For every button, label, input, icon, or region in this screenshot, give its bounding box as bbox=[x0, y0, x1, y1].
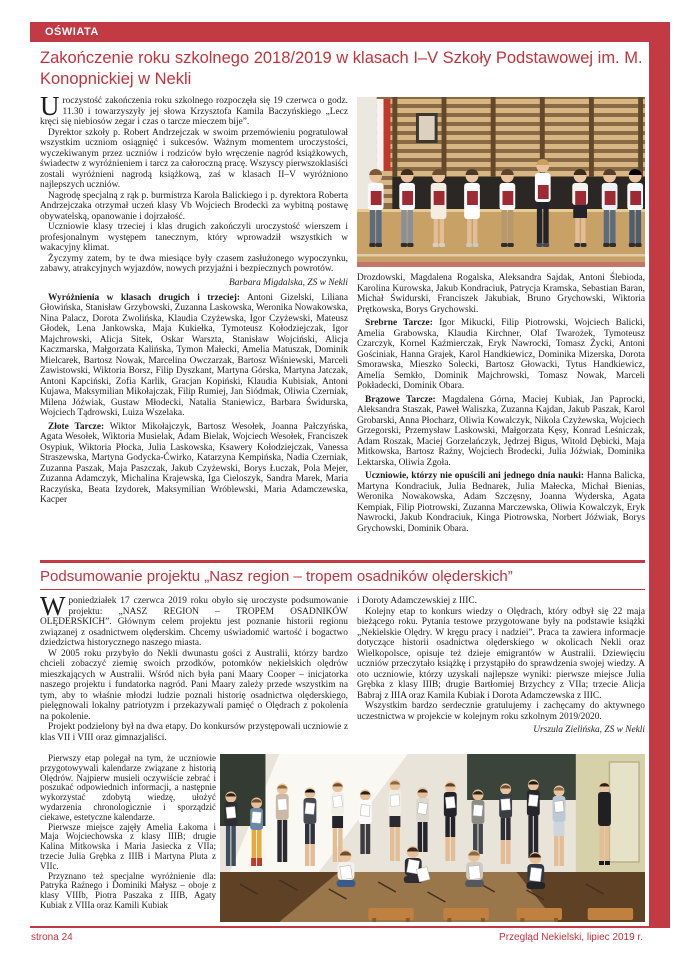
brazowe-tarcze-label: Brązowe Tarcze: bbox=[365, 394, 436, 405]
gym-floor bbox=[357, 209, 645, 267]
article1-paragraph-1 bbox=[40, 96, 348, 128]
parquet-floor bbox=[220, 872, 645, 922]
srebrne-tarcze-label: Srebrne Tarcze: bbox=[365, 318, 433, 328]
page-number: strona 24 bbox=[31, 932, 73, 943]
poland-flag bbox=[377, 99, 391, 171]
page-content bbox=[40, 44, 645, 924]
article2-bottom-section bbox=[40, 754, 645, 924]
article2-left-column bbox=[40, 596, 348, 752]
article2-paragraph-4: Pierwszy etap polegał na tym, że uczniowie przygotowywali kalendarze związane z historią Olędrów. Najpierw musieli oczywiście zebrać i poszukać odpowiednich informacji, a następnie wykorzystać zdobytą wiedzę, ułożyć wydarzenia chronologicznie i sporządzić ciekawe, estetyczne kalendarze. bbox=[40, 754, 216, 822]
article1-paragraph-5: Życzymy zatem, by te dwa miesiące były czasem zasłużonego wypoczynku, zabawy, atrakcyjnych wyjazdów, nowych przyjaźni i bezpiecznych powrotów. bbox=[40, 253, 348, 274]
article2-title: Podsumowanie projektu „Nasz region – tropem osadników olęderskich” bbox=[40, 567, 513, 585]
article1-title: Zakończenie roku szkolnego 2018/2019 w klasach I–V Szkoły Podstawowej im. M. Konopnickiej w Nekli bbox=[40, 49, 643, 88]
article2-right-paragraph-2: Kolejny etap to konkurs wiedzy o Olędrach, który odbył się 22 maja bieżącego roku. Pytania testowe przygotowane były na podstawie książki „Nekielskie Olędry. W kręgu pracy i nadziei”. Praca ta zawiera informacje dotyczące historii osadnictwa olęderskiego w okolicach Nekli oraz Wielkopolsce, opisuje też dzieje emigrantów w Australii. Dziewięciu uczniów przeczytało książkę i przystąpiło do sprawdzenia swojej wiedzy. A oto uczniowie, którzy uzyskali najlepsze wyniki: pierwsze miejsce Julia Grębka z klasy IIIB; drugie Bartłomiej Brzychcy z VIIa; trzecie Alicja Babraj z IIIA oraz Kamila Kubiak i Dorota Adamczewska z IIIC. bbox=[357, 606, 645, 701]
article2-narrow-column bbox=[40, 754, 216, 924]
article2-paragraph-1 bbox=[40, 596, 348, 649]
article2-paragraph-3: Projekt podzielony był na dwa etapy. Do konkursów przystępowali uczniowie z klas VII i VIII oraz gimnazjaliści. bbox=[40, 722, 348, 743]
article2-paragraph-1-text: poniedziałek 17 czerwca 2019 roku obyło się uroczyste podsumowanie projektu: „NASZ REGION – TROPEM OSADNIKÓW OLĘDERSKICH”. Głównym celem projektu jest poznanie historii regionu związanej z osadnictwem olęderskim. Chcemy uświadomić wartość i bogactwo dziedzictwa historycznego naszego miasta. bbox=[40, 596, 348, 648]
article1-paragraph-3: Nagrodę specjalną z rąk p. burmistrza Karola Balickiego i p. dyrektora Roberta Andrzejczaka otrzymał uczeń klasy Vb Wojciech Brodecki za wybitną postawę obywatelską, opanowanie i dojrzałość. bbox=[40, 190, 348, 222]
zlote-tarcze-names-right: Drozdowski, Magdalena Rogalska, Aleksandra Sajdak, Antoni Ślebioda, Karolina Kurowska, Jakub Kondraciuk, Patrycja Kramska, Sebastian Baran, Michał Świdurski, Franciszek Jakubiak, Bruno Grychowski, Wiktoria Prętkowska, Borys Grychowski. bbox=[357, 273, 645, 315]
article2-right-paragraph-3: Wszystkim bardzo serdecznie gratulujemy i zachęcamy do aktywnego uczestnictwa w projekcie w kolejnym roku szkolnym 2019/2020. bbox=[357, 701, 645, 722]
zlote-tarcze-label: Złote Tarcze: bbox=[48, 421, 105, 432]
article1-byline: Barbara Migdalska, ZS w Nekli bbox=[228, 277, 348, 288]
zlote-tarcze-list-left bbox=[40, 422, 348, 506]
article2-right-paragraph-1: i Doroty Adamczewskiej z IIIC. bbox=[357, 596, 478, 606]
brazowe-tarcze-list bbox=[357, 395, 645, 469]
article2-paragraph-5: Pierwsze miejsce zajęły Amelia Łakoma i Maja Wojciechowska z klasy IIIB; drugie Kalina Mitkowska i Maria Jasiecka z VIIa; trzecie Julia Grębka z IIIB i Martyna Pluta z VIIc. bbox=[40, 821, 216, 871]
article2-right-column bbox=[357, 596, 645, 752]
classroom-door bbox=[609, 762, 639, 862]
article2-columns bbox=[40, 596, 645, 752]
wyroznienia-list bbox=[40, 293, 348, 419]
frekwencja-list bbox=[357, 471, 645, 534]
article2-paragraph-6: Przyznano też specjalne wyróżnienie dla: Patryka Raźnego i Dominiki Małysz – oboje z klasy VIIIb, Piotra Paszaka z IIIB, Agaty Kubiak z VIIIa oraz Kamili Kubiak bbox=[40, 870, 216, 910]
article2-paragraph-2: W 2005 roku przybyło do Nekli dwunastu gości z Australii, którzy bardzo chcieli zobaczyć ziemię swoich przodków, potomków nekielskich olędrów mieszkających w Australii. Wśród nich była pani Maary Cooper – inicjatorka naszego projektu i fundatorka nagród. Pani Maary zależy przede wszystkim na tym, aby to właśnie młodzi ludzie poznali historię osadnictwa olęderskiego, pielęgnowali lokalny patriotyzm i przekazywali pamięć o Olędrach z pokolenia na pokolenie. bbox=[40, 648, 348, 722]
srebrne-tarcze-list bbox=[357, 318, 645, 392]
article1-paragraph-4: Uczniowie klasy trzeciej i klas drugich zakończyli uroczystość wierszem i profesjonalnym występem tanecznym, który wprowadził wszystkich w wakacyjny klimat. bbox=[40, 222, 348, 253]
article2-dropcap: W bbox=[40, 596, 66, 621]
brazowe-tarcze-names: Magdalena Górna, Maciej Kubiak, Jan Paprocki, Aleksandra Staszak, Paweł Waliszka, Zuzanna Kajdan, Jakub Paszak, Karol Grobarski, Anna Płocharz, Oliwia Kowalczyk, Nikola Czyżewska, Wojciech Grzegorski, Przemysław Laskowski, Małgorzata Kęsy, Konrad Leśniczak, Adam Roszak, Maciej Gorzelańczyk, Jędrzej Bigus, Witold Dębicki, Maja Mitkowska, Bartosz Raźny, Wojciech Brodecki, Julia Jóźwiak, Dominika Lektarska, Oliwia Zgoła. bbox=[357, 394, 645, 468]
portrait-frame bbox=[416, 113, 438, 143]
right-accent-bar bbox=[649, 22, 670, 926]
article2-byline: Urszula Zielińska, ZS w Nekli bbox=[533, 725, 645, 735]
article2-title-underline bbox=[40, 589, 645, 591]
publication-footer: Przegląd Nekielski, lipiec 2019 r. bbox=[499, 932, 643, 943]
article1-paragraph-2: Dyrektor szkoły p. Robert Andrzejczak w swoim przemówieniu pogratulował wszystkim uczniom osiągnięć i sukcesów. Ważnym momentem uroczystości, wyczekiwanym przez uczniów i rodziców było wręczenie nagród książkowych, świadectw z wyróżnieniem i tarcz za całoroczną pracę. Wszyscy pierwszoklasiści zostali wyróżnieni nagrodą książkową, zaś w klasach II–V wyróżniono najlepszych uczniów. bbox=[40, 127, 348, 190]
section-banner bbox=[30, 22, 670, 42]
srebrne-tarcze-names: Igor Mikucki, Filip Piotrowski, Wojciech Balicki, Amelia Grabowska, Klaudia Kirchner, Olaf Twarożek, Tymoteusz Czarczyk, Kornel Kaźmierczak, Eryk Nawrocki, Tomasz Życki, Antoni Gościniak, Hanna Grajek, Karol Handkiewicz, Dominika Mizerska, Dorota Smorawska, Mieszko Solecki, Bartosz Głowacki, Tytus Handkiewicz, Amelia Semkło, Dominik Majchrowski, Tomasz Nowak, Marceli Pokładecki, Dominik Obara. bbox=[357, 318, 645, 391]
section-label: OŚWIATA bbox=[45, 26, 99, 38]
footer-rule bbox=[30, 926, 670, 928]
frekwencja-names: Hanna Balicka, Martyna Kondraciuk, Julia Bednarek, Julia Małecka, Michał Bienias, Weronika Nowakowska, Adam Szczęsny, Joanna Wyderska, Agata Kempiak, Filip Piotrowski, Zuzanna Marczewska, Oliwia Kowalczyk, Eryk Nawrocki, Jakub Kondraciuk, Kinga Piotrowska, Norbert Jóźwiak, Borys Grychowski, Dominik Obara. bbox=[357, 471, 645, 534]
frekwencja-label: Uczniowie, którzy nie opuścili ani jednego dnia nauki: bbox=[365, 471, 585, 481]
article1-right-column bbox=[357, 96, 645, 558]
article1-columns bbox=[40, 96, 645, 558]
wyroznienia-label: Wyróżnienia w klasach drugich i trzeciej: bbox=[48, 292, 241, 303]
article1-photo-gym-ceremony bbox=[357, 97, 645, 267]
article1-left-column bbox=[40, 96, 348, 558]
section-divider-rule bbox=[40, 560, 645, 563]
article1-dropcap: U bbox=[40, 96, 60, 121]
article2-photo-classroom-group bbox=[220, 754, 645, 922]
article1-paragraph-1-text: roczystość zakończenia roku szkolnego rozpoczęła się 19 czerwca o godz. 11.30 i towarzyszyły jej słowa Krzysztofa Kamila Baczyńskiego „Lecz kręci się niebiosów zegar i czas o tarcze mieczem bije”. bbox=[40, 96, 348, 127]
wyroznienia-names: Antoni Gizelski, Liliana Głowińska, Stanisław Grzybowski, Zuzanna Laskowska, Weronika Nowakowska, Nina Palacz, Dorota Zwolińska, Klaudia Czyżewska, Igor Czyżewski, Mateusz Głodek, Lena Jankowska, Maja Kukiełka, Tymoteusz Kołodziejczak, Igor Majchrowski, Alicja Sitek, Oskar Warszta, Stanisław Wojciński, Alicja Kaczmarska, Małgorzata Kalińska, Tymon Małecki, Amelia Matuszak, Dominik Mielcarek, Bartosz Nowak, Marcelina Owczarzak, Bartosz Wiśniewski, Marceli Zawistowski, Wiktoria Borsz, Filip Dyszkant, Martyna Górska, Martyna Jatczak, Antoni Kapciński, Zofia Karlik, Gracjan Kopiński, Klaudia Kubisiak, Antoni Kujawa, Maksymilian Mikołajczak, Filip Rumiej, Jan Siódmak, Oliwia Czerniak, Milena Jóźwiak, Gustaw Młodecki, Natalia Staniewicz, Barbara Świdurska, Wojciech Tądrowski, Luiza Wszelaka. bbox=[40, 292, 348, 418]
zlote-tarcze-names-left: Wiktor Mikołajczyk, Bartosz Wesołek, Joanna Pałczyńska, Agata Wesołek, Wiktoria Musielak, Adam Bielak, Wojciech Wesołek, Franciszek Osypiuk, Wiktoria Płocka, Julia Laskowska, Ksawery Kołodziejczak, Vanessa Straszewska, Martyna Godycka-Ćwirko, Katarzyna Kempińska, Nadia Czerniak, Zuzanna Paszak, Maja Paszczak, Jakub Czyżewski, Borys Łuczak, Pola Mejer, Zuzanna Adamczyk, Michalina Krajewska, Iga Cieloszyk, Sandra Marek, Maria Raczyńska, Beata Izydorek, Maksymilian Wróblewski, Maria Adamczewska, Kacper bbox=[40, 421, 348, 505]
